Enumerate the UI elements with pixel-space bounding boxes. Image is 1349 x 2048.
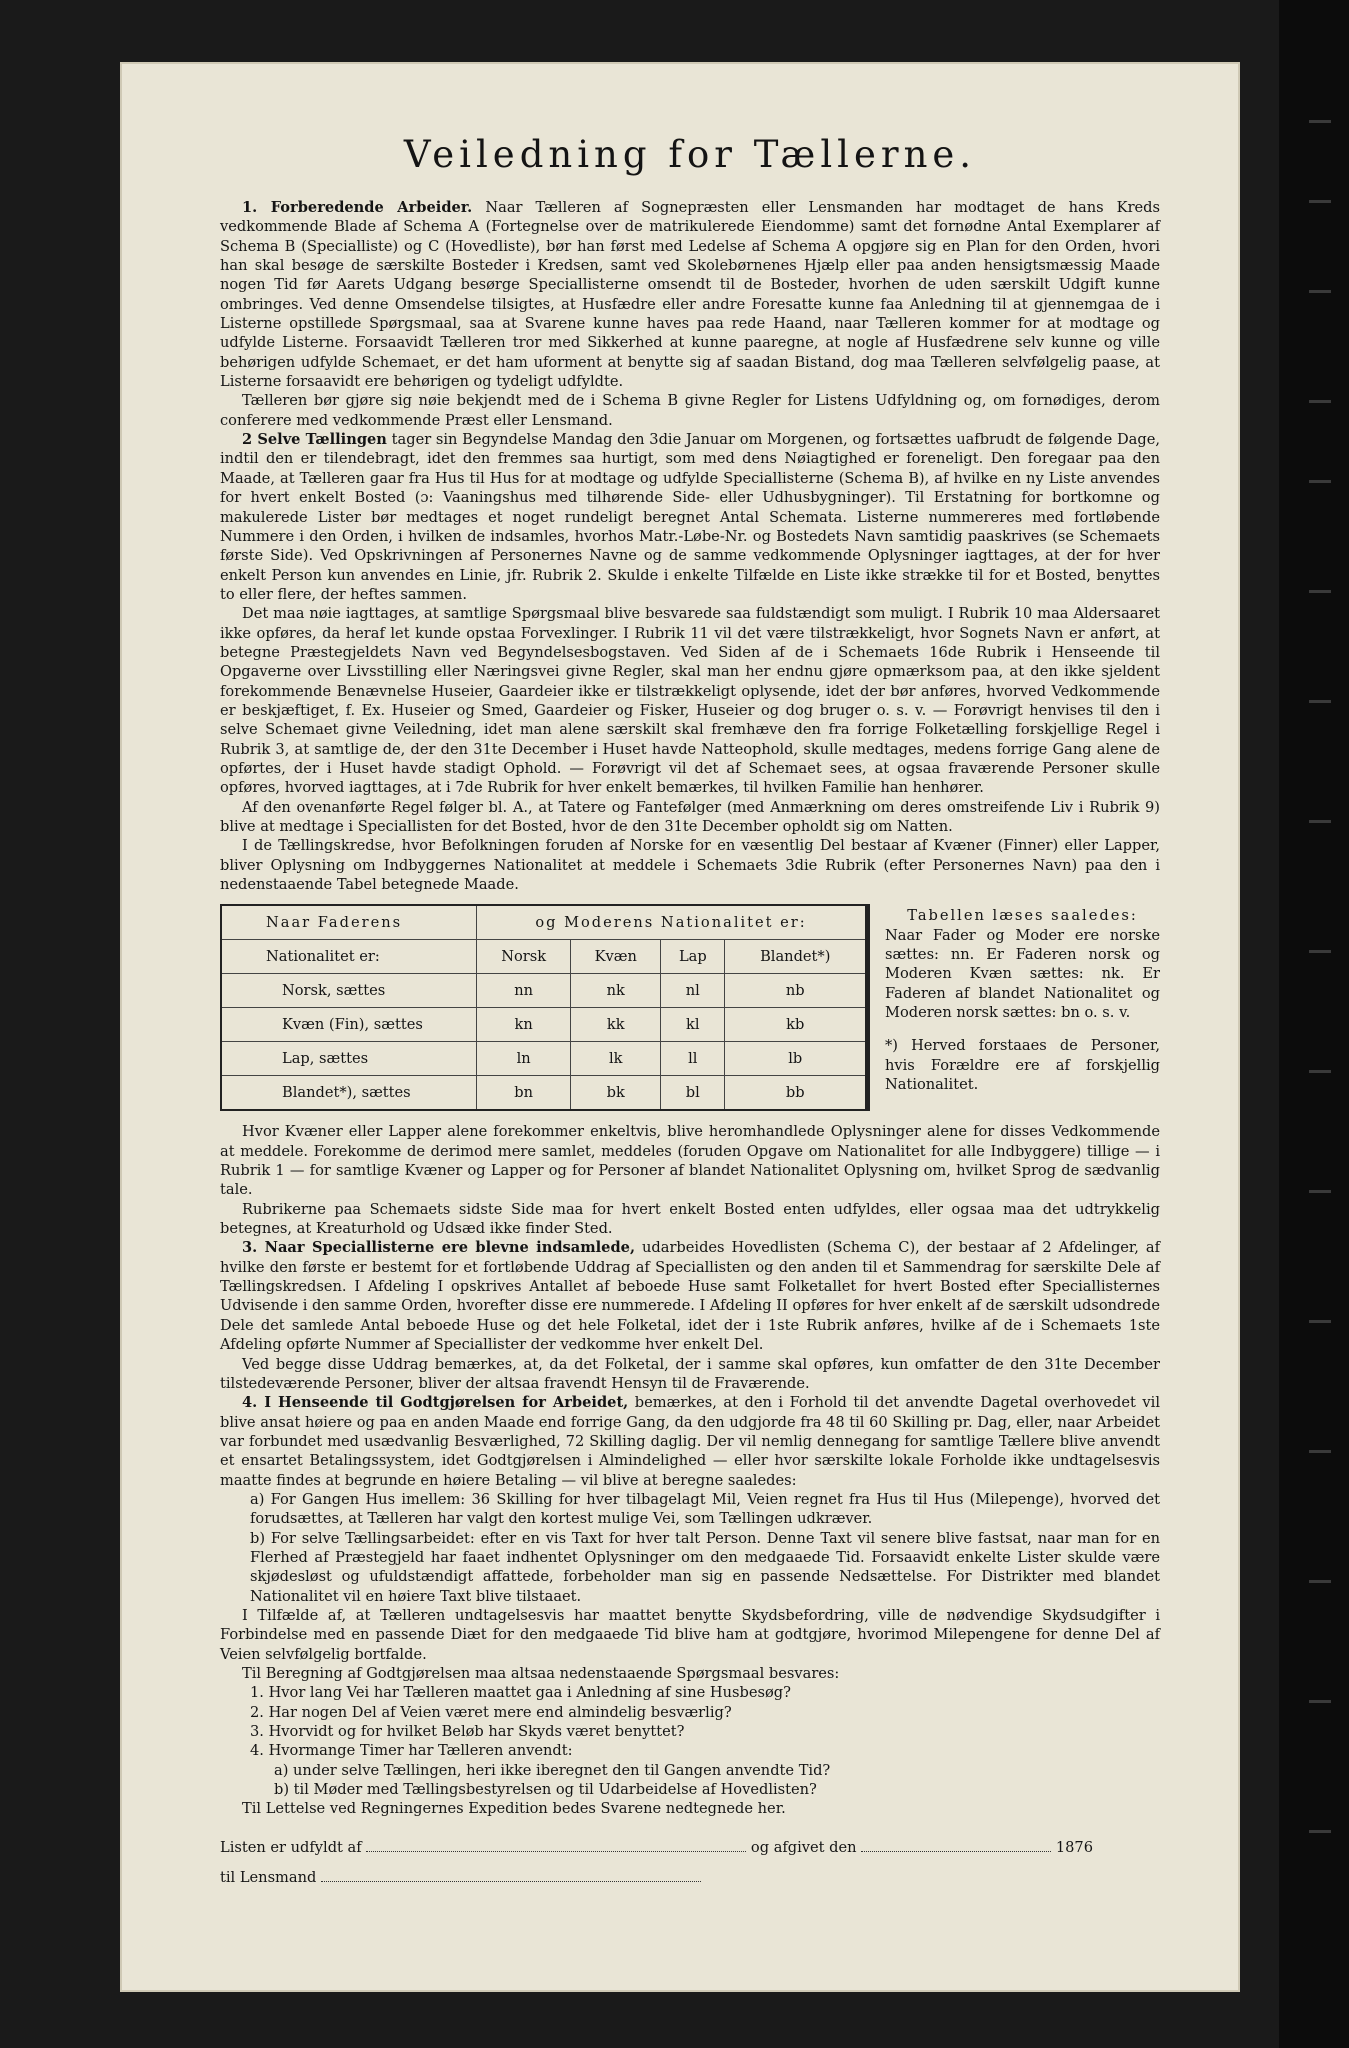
payment-rules-list <box>220 1490 1160 1606</box>
section-2-paragraph-2: Det maa nøie iagttages, at samtlige Spørgsmaal blive besvarede saa fuldstændigt som muligt. I Rubrik 10 maa Aldersaaret ikke opføres, da heraf let kunde opstaa Forvexlinger. I Rubrik 11 vil det være tilstrækkeligt, hvor Sognets Navn er anført, at betegne Præstegjeldets Navn ved Begyndelsesbogstaven. Ved Siden af de i Schemaets 16de Rubrik i Henseende til Opgaverne over Livsstilling eller Næringsvei givne Regler, skal man her endnu gjøre opmærksom paa, at den ikke sjeldent forekommende Benævnelse Huseier, Gaardeier ikke er tilstrækkeligt oplysende, idet der bør anføres, hvorved Vedkommende er beskjæftiget, f. Ex. Huseier og Smed, Gaardeier og Fisker, Huseier og dog bruger o. s. v. — Forøvrigt henvises til den i selve Schemaet givne Veiledning, idet man alene særskilt skal fremhæve den fra forrige Folketælling forskjellige Regel i Rubrik 3, at samtlige de, der den 31te December i Huset havde Natteophold, skulle medtages, medens forrige Gang alene de opførtes, der i Huset havde stadigt Ophold. — Forøvrigt vil det af Schemaet sees, at ogsaa fraværende Personer skulle opføres, hvorved iagttages, at i 7de Rubrik for hver enkelt bemærkes, til hvilken Familie han henhører. <box>220 605 1160 797</box>
lensmand-line[interactable] <box>321 1867 701 1882</box>
section-1-text-1: Naar Tælleren af Sognepræsten eller Lensmanden har modtaget de hans Kreds vedkommende Blade af Schema A (Fortegnelse over de matrikulerede Eiendomme) samt det fornødne Antal Exemplarer af Schema B (Specialliste) og C (Hovedliste), bør han først med Ledelse af Schema A opgjøre sig en Plan for den Orden, hvori han skal besøge de særskilte Bosteder i Kredsen, samt ved Skolebørnenes Hjælp eller paa anden hensigtsmæssig Maade nogen Tid før Aarets Udgang besørge Speciallisterne omsendt til de Bosteder, hvorhen de uden særskilt Udgift kunne ombringes. Ved denne Omsendelse tilsigtes, at Husfædre eller andre Foresatte kunne faa Anledning til at gjennemgaa de i Listerne opstillede Spørgsmaal, saa at Svarene kunne haves paa rede Haand, naar Tælleren kommer for at modtage og udfylde Listerne. Forsaavidt Tælleren tror med Sikkerhed at kunne paaregne, at nogle af Husfædrene selv kunne og ville behørigen udfylde Schemaet, er det ham uforment at benytte sig af saadan Bistand, dog maa Tælleren selvfølgelig paase, at Listerne forsaavidt ere behørigen og tydeligt udfyldte. <box>220 199 1161 391</box>
table-cell: lk <box>571 1042 661 1076</box>
nationality-table-section <box>220 904 1160 1114</box>
question-item: 2. Har nogen Del af Veien været mere end almindelig besværlig? <box>250 1703 732 1721</box>
question-item: 3. Hvorvidt og for hvilket Beløb har Skyds været benyttet? <box>250 1723 685 1741</box>
section-4-paragraph-1 <box>220 1393 1160 1490</box>
table-cell: nn <box>477 974 571 1008</box>
section-2-lead: 2 Selve Tællingen <box>242 431 387 449</box>
listen-label: Listen er udfyldt af <box>220 1838 362 1856</box>
table-cell: ll <box>661 1042 725 1076</box>
subquestion-item: b) til Møder med Tællingsbestyrelsen og til Udarbeidelse af Hovedlisten? <box>274 1781 817 1799</box>
row-label: Kvæn (Fin), sættes <box>221 1008 477 1042</box>
table-footnote: *) Herved forstaaes de Personer, hvis Forældre ere af forskjellig Nationalitet. <box>885 1037 1160 1094</box>
table-note-title: Tabellen læses saaledes: <box>907 907 1138 925</box>
section-2-paragraph-3: Af den ovenanførte Regel følger bl. A., at Tatere og Fantefølger (med Anmærkning om deres omstreifende Liv i Rubrik 9) blive at medtage i Speciallisten for det Bosted, hvor de den 31te December opholdt sig om Natten. <box>220 798 1160 835</box>
table-cell: nk <box>571 974 661 1008</box>
father-header-2: Nationalitet er: <box>221 940 477 974</box>
question-item: 1. Hvor lang Vei har Tælleren maattet gaa i Anledning af sine Husbesøg? <box>250 1684 791 1702</box>
page-content <box>220 132 1160 1893</box>
closing-line: Til Lettelse ved Regningernes Expedition bedes Svarene nedtegnede her. <box>242 1800 786 1818</box>
signature-line-1 <box>220 1833 1160 1863</box>
section-1-lead: 1. Forberedende Arbeider. <box>242 199 473 216</box>
section-4-paragraph-2: I Tilfælde af, at Tælleren undtagelsesvis har maattet benytte Skydsbefordring, ville de nødvendige Skydsudgifter i Forbindelse med en passende Diæt for den medgaaede Tid blive ham at godtgjøre, hvorimod Milepengene for denne Del af Veien selvfølgelig bortfalde. <box>220 1606 1160 1663</box>
question-item: 4. Hvormange Timer har Tælleren anvendt: <box>250 1742 573 1760</box>
section-3-lead: 3. Naar Speciallisterne ere blevne indsamlede, <box>242 1239 636 1257</box>
table-cell: nl <box>661 974 725 1008</box>
column-header: Kvæn <box>571 940 661 974</box>
afgivet-label: og afgivet den <box>750 1838 857 1856</box>
document-page <box>120 62 1240 1992</box>
section-4-lead: 4. I Henseende til Godtgjørelsen for Arbeidet, <box>242 1394 629 1412</box>
table-cell: nb <box>725 974 868 1008</box>
section-1-paragraph-1 <box>220 198 1160 391</box>
date-line[interactable] <box>861 1837 1051 1852</box>
mother-header: og Moderens Nationalitet er: <box>477 905 868 940</box>
signature-line-2 <box>220 1863 1160 1893</box>
signature-block <box>220 1833 1160 1893</box>
section-4-text-1: bemærkes, at den i Forhold til det anvendte Dagetal overhovedet vil blive ansat høiere og paa en anden Maade end forrige Gang, da den udgjorde fra 48 til 60 Skilling pr. Dag, eller, naar Arbeidet var forbundet med usædvanlig Besværlighed, 72 Skilling daglig. Der vil nemlig dennegang for samtlige Tællere blive anvendt et ensartet Betalingssystem, idet Godtgjørelsen i Almindelighed — eller hvor særskilte lokale Forholde ikke undtagelsesvis maatte findes at begrunde en høiere Betaling — vil blive at beregne saaledes: <box>220 1394 1160 1489</box>
table-header-row-2 <box>221 940 868 974</box>
row-label: Blandet*), sættes <box>221 1076 477 1111</box>
section-2-paragraph-1 <box>220 430 1160 604</box>
year-label: 1876 <box>1055 1838 1093 1856</box>
table-cell: bb <box>725 1076 868 1111</box>
page-title: Veiledning for Tællerne. <box>403 133 977 176</box>
section-1-paragraph-2: Tælleren bør gjøre sig nøie bekjendt med de i Schema B givne Regler for Listens Udfyldning og, om fornødiges, derom conferere med vedkommende Præst eller Lensmand. <box>220 392 1160 429</box>
table-cell: bk <box>571 1076 661 1111</box>
column-header: Lap <box>661 940 725 974</box>
table-row <box>221 1008 868 1042</box>
after-table-paragraph-2: Rubrikerne paa Schemaets sidste Side maa for hvert enkelt Bosted enten udfyldes, eller ogsaa maa det udtrykkelig betegnes, at Kreaturhold og Udsæd ikke finder Sted. <box>220 1200 1160 1238</box>
subquestion-item: a) under selve Tællingen, heri ikke iberegnet den til Gangen anvendte Tid? <box>274 1761 831 1779</box>
table-cell: bl <box>661 1076 725 1111</box>
table-note-body: Naar Fader og Moder ere norske sættes: nn. Er Faderen norsk og Moderen Kvæn sættes: nk. Er Faderen af blandet Nationalitet og Moderen norsk sættes: bn o. s. v. <box>885 926 1160 1022</box>
table-row <box>221 1076 868 1111</box>
section-2-paragraph-4: I de Tællingskredse, hvor Befolkningen foruden af Norske for en væsentlig Del bestaar af Kvæner (Finner) eller Lapper, bliver Oplysning om Indbyggernes Nationalitet at meddele i Schemaets 3die Rubrik (efter Personernes Navn) paa den i nedenstaaende Tabel betegnede Maade. <box>220 837 1160 894</box>
row-label: Norsk, sættes <box>221 974 477 1008</box>
section-4-paragraph-3: Til Beregning af Godtgjørelsen maa altsaa nedenstaaende Spørgsmaal besvares: <box>242 1665 840 1682</box>
film-edge-ruler <box>1279 0 1349 2048</box>
table-explanation <box>885 906 1160 1094</box>
table-row <box>221 974 868 1008</box>
table-cell: kn <box>477 1008 571 1042</box>
subquestions-list <box>250 1761 1160 1800</box>
payment-rule-b: b) For selve Tællingsarbeidet: efter en vis Taxt for hver talt Person. Denne Taxt vil senere blive fastsat, naar man for en Flerhed af Præstegjeld har faaet indhentet Oplysninger om den medgaaede Tid. Forsaavidt enkelte Lister skulde være skjødesløst og ufuldstændigt affattede, forbeholder man sig en passende Nedsættelse. For Distrikter med blandet Nationalitet vil en høiere Taxt blive tilstaaet. <box>250 1529 1160 1605</box>
table-cell: kl <box>661 1008 725 1042</box>
row-label: Lap, sættes <box>221 1042 477 1076</box>
questions-list <box>220 1683 1160 1799</box>
after-table-paragraph-1: Hvor Kvæner eller Lapper alene forekommer enkeltvis, blive heromhandlede Oplysninger alene for disses Vedkommende at meddele. Forekomme de derimod mere samlet, meddeles (foruden Opgave om Nationalitet for alle Indbyggere) tillige — i Rubrik 1 — for samtlige Kvæner og Lapper og for Personer af blandet Nationalitet Oplysning om, hvilket Sprog de sædvanlig tale. <box>220 1123 1160 1199</box>
table-cell: kb <box>725 1008 868 1042</box>
section-3-text-1: udarbeides Hovedlisten (Schema C), der bestaar af 2 Afdelinger, af hvilke den første er bestemt for et fortløbende Uddrag af Speciallisten og den anden til et Sammendrag for særskilte Dele af Tællingskredsen. I Afdeling I opskrives Antallet af beboede Huse samt Folketallet for hvert Bosted efter Speciallisternes Udvisende i den samme Orden, hvorefter disse ere nummerede. I Afdeling II opføres for hver enkelt af de særskilt udsondrede Dele det samlede Antal beboede Huse og det hele Folketal, idet der i 1ste Rubrik anføres, hvilke af de i Schemaets 1ste Afdeling opførte Nummer af Speciallister der vedkomme hver enkelt Del. <box>220 1239 1160 1354</box>
table-row <box>221 1042 868 1076</box>
table-cell: lb <box>725 1042 868 1076</box>
father-header-1: Naar Faderens <box>221 905 477 940</box>
column-header: Blandet*) <box>725 940 868 974</box>
til-lensmand-label: til Lensmand <box>220 1868 317 1886</box>
table-cell: kk <box>571 1008 661 1042</box>
payment-rule-a: a) For Gangen Hus imellem: 36 Skilling for hver tilbagelagt Mil, Veien regnet fra Hus til Hus (Milepenge), hvorved det forudsættes, at Tælleren har valgt den kortest mulige Vei, som Tællingen udkræver. <box>250 1490 1160 1528</box>
nationality-table <box>220 904 870 1111</box>
table-cell: ln <box>477 1042 571 1076</box>
table-cell: bn <box>477 1076 571 1111</box>
section-2-text-1: tager sin Begyndelse Mandag den 3die Januar om Morgenen, og fortsættes uafbrudt de følgende Dage, indtil den er tilendebragt, idet den fremmes saa hurtigt, som med dens Nøiagtighed er foreneligt. Den foregaar paa den Maade, at Tælleren gaar fra Hus til Hus for at modtage og udfylde Speciallisterne (Schema B), af hvilke en ny Liste anvendes for hvert enkelt Bosted (ɔ: Vaaningshus med tilhørende Side- eller Udhusbygninger). Til Erstatning for bortkomne og makulerede Lister bør medtages et noget rundeligt beregnet Antal Schemata. Listerne nummereres med fortløbende Nummere i den Orden, i hvilken de indsamles, hvorhos Matr.-Løbe-Nr. og Bostedets Navn samtidig paaskrives (se Schemaets første Side). Ved Opskrivningen af Personernes Navne og de samme vedkommende Oplysninger iagttages, at der for hver enkelt Person kun anvendes en Linie, jfr. Rubrik 2. Skulde i enkelte Tilfælde en Liste ikke strække til for et Bosted, benyttes to eller flere, der heftes sammen. <box>220 431 1160 603</box>
table-header-row-1 <box>221 905 868 940</box>
column-header: Norsk <box>477 940 571 974</box>
filler-name-line[interactable] <box>366 1837 746 1852</box>
section-3-paragraph-1 <box>220 1238 1160 1354</box>
section-3-paragraph-2: Ved begge disse Uddrag bemærkes, at, da det Folketal, der i samme skal opføres, kun omfatter de den 31te December tilstedeværende Personer, bliver der altsaa fravendt Hensyn til de Fraværende. <box>220 1355 1160 1392</box>
